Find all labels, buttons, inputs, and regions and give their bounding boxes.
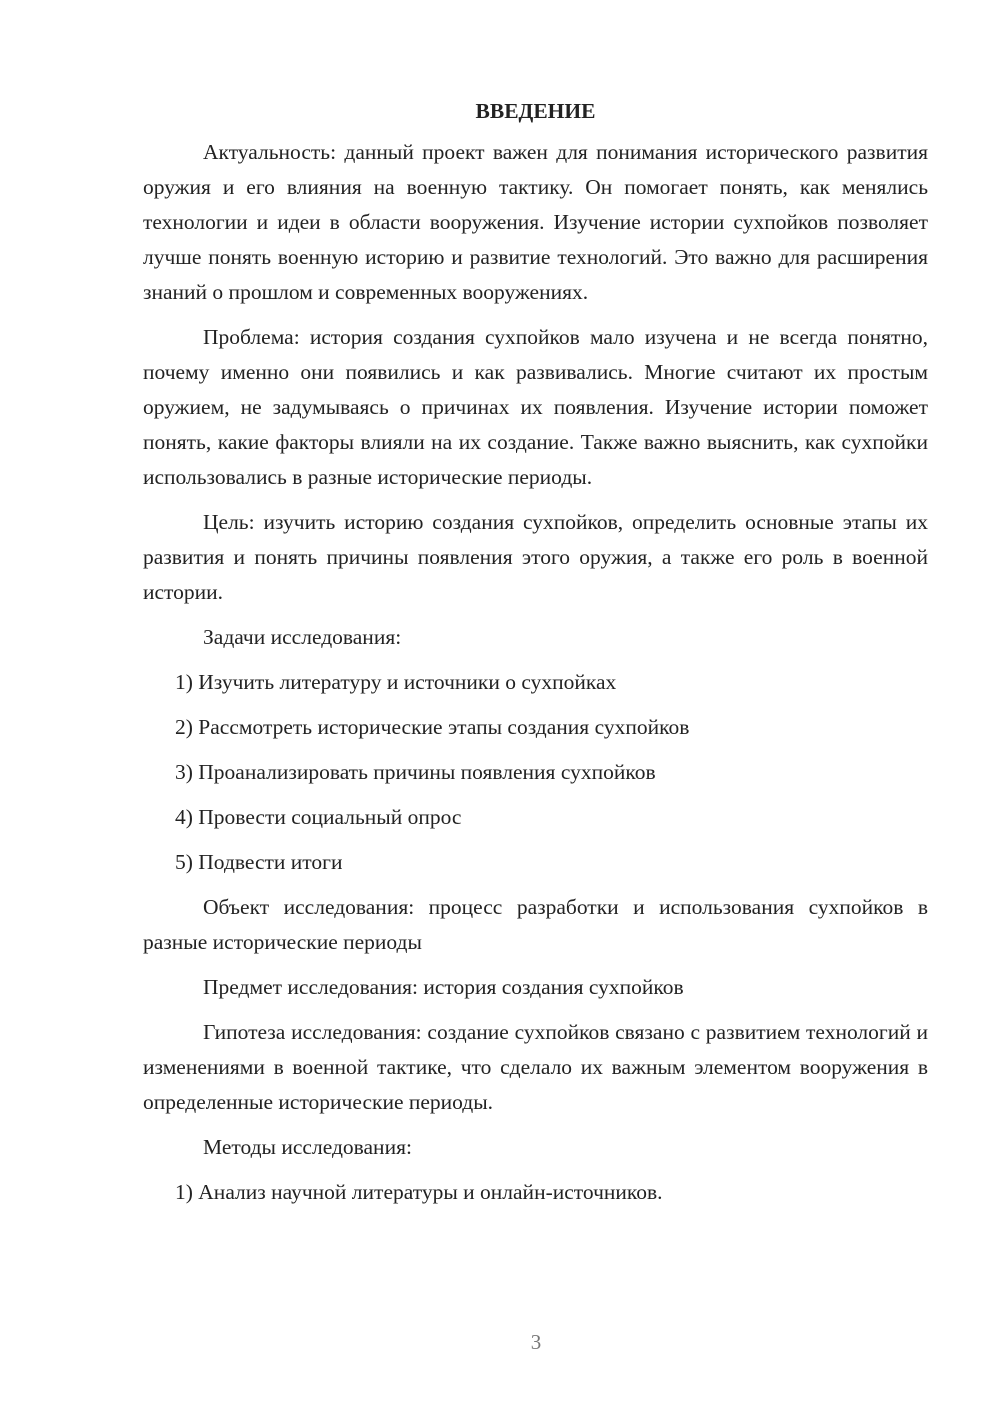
list-item: 1) Изучить литературу и источники о сухпойках [175,670,617,694]
problem-paragraph: Проблема: история создания сухпойков мало изучена и не всегда понятно, почему именно они появились и как развивались. Многие считают их простым оружием, не задумываясь о причинах их появления. Изучение истории поможет понять, какие факторы влияли на их создание. Также важно выяснить, как сухпойки использовались в разные исторические периоды. [143,325,928,489]
object-paragraph: Объект исследования: процесс разработки и использования сухпойков в разные исторические периоды [143,895,928,954]
tasks-list [143,665,928,880]
subject-paragraph: Предмет исследования: история создания сухпойков [203,975,684,999]
relevance-paragraph: Актуальность: данный проект важен для понимания исторического развития оружия и его влияния на военную тактику. Он помогает понять, как менялись технологии и идеи в области вооружения. Изучение истории сухпойков позволяет лучше понять военную историю и развитие технологий. Это важно для расширения знаний о прошлом и современных вооружениях. [143,140,928,304]
methods-heading: Методы исследования: [203,1135,412,1159]
list-item: 1) Анализ научной литературы и онлайн-источников. [175,1180,663,1204]
hypothesis-paragraph: Гипотеза исследования: создание сухпойков связано с развитием технологий и изменениями в военной тактике, что сделало их важным элементом вооружения в определенные исторические периоды. [143,1020,928,1114]
list-item: 4) Провести социальный опрос [175,805,462,829]
tasks-heading: Задачи исследования: [203,625,402,649]
goal-paragraph: Цель: изучить историю создания сухпойков, определить основные этапы их развития и понять причины появления этого оружия, а также его роль в военной истории. [143,510,928,604]
page-number: 3 [530,1330,542,1354]
document-page [143,95,928,1220]
list-item: 3) Проанализировать причины появления сухпойков [175,760,656,784]
page-title: ВВЕДЕНИЕ [475,99,596,123]
list-item: 5) Подвести итоги [175,850,343,874]
list-item: 2) Рассмотреть исторические этапы создания сухпойков [175,715,690,739]
methods-list [143,1175,928,1210]
